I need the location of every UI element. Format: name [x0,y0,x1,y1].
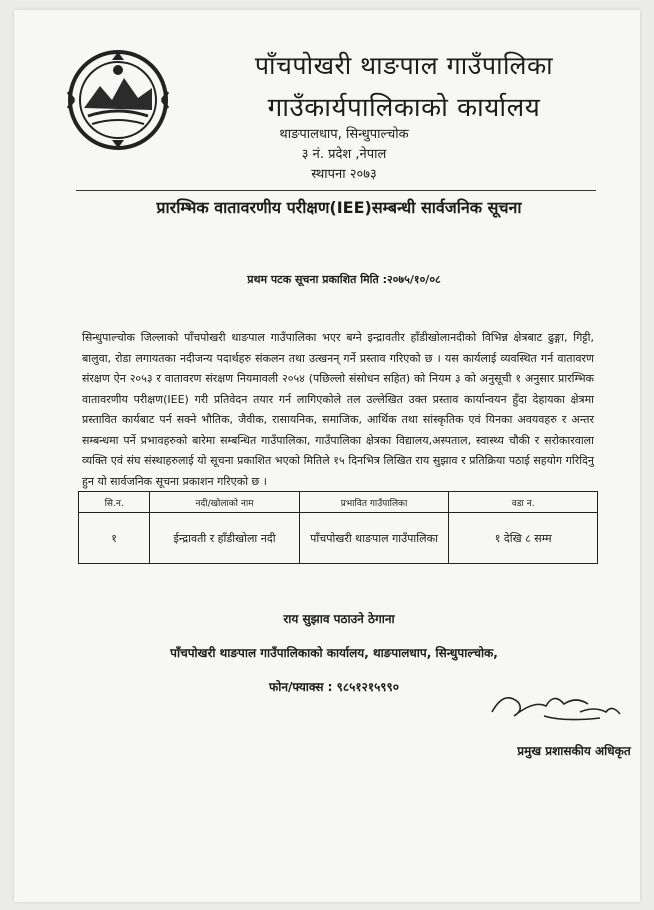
municipality-emblem-icon [66,48,170,152]
contact-office: पाँचपोखरी थाङपाल गाउँपालिकाको कार्यालय, थाङपालधाप, सिन्धुपाल्चोक, [170,646,498,660]
river-info-table [78,491,598,564]
notice-title: प्रारम्भिक वातावरणीय परीक्षण(IEE)सम्बन्धी सार्वजनिक सूचना [156,198,522,217]
table-header-row [79,492,598,513]
contact-phone: फोन/फ्याक्स : ९८५१२१५९९० [268,680,400,694]
contact-heading: राय सुझाव पठाउने ठेगाना [283,612,395,626]
table-cell-serial: १ [79,513,150,564]
table-cell-ward: १ देखि ८ सम्म [449,513,598,564]
table-header-cell: प्रभावित गाउँपालिका [299,492,449,513]
notice-body: सिन्धुपाल्चोक जिल्लाको पाँचपोखरी थाङपाल गाउँपालिका भएर बग्ने इन्द्रावतीर हाँडीखोलानदीको विभिन्न क्षेत्रबाट ढुङ्गा, गिट्टी, बालुवा, रोडा लगायतका नदीजन्य पदार्थहरु संकलन तथा उत्खनन् गर्ने प्रस्ताव गरिएको छ । यस कार्यलाई व्यवस्थित गर्न वातावरण संरक्षण ऐन २०५३ र वातावरण संरक्षण नियमावली २०५४ (पछिल्लो संसोधन सहित) को नियम ३ को अनुसूची १ अनुसार प्रारम्भिक वातावरणीय परीक्षण(IEE) गरी प्रतिवेदन तयार गर्न लागिएकोले तल उल्लेखित उक्त प्रस्ताव कार्यान्वयन हुँदा देहायका क्षेत्रमा प्रस्तावित कार्यबाट पर्न सक्ने भौतिक, जैवीक, रासायनिक, समाजिक, आर्थिक तथा सांस्कृतिक एवं यिनका अवयवहरु र अन्तर सम्बन्धमा पर्ने प्रभावहरुको बारेमा सम्बन्धित गाउँपालिका, गाउँपालिका क्षेत्रका विद्यालय,अस्पताल, स्वास्थ्य चौकी र सरोकारवाला व्यक्ति एवं संघ संस्थाहरुलाई यो सूचना प्रकाशित भएको मितिले १५ दिनभित्र लिखित राय सुझाव र प्रतिक्रिया पठाई सहयोग गरिदिनु हुन यो सार्वजनिक सूचना प्रकाशन गरिएको छ । [82,331,594,488]
table-cell-river: ईन्द्रावती र हाँडीखोला नदी [150,513,299,564]
notice-page [14,10,640,902]
established-year: स्थापना २०७३ [311,167,377,182]
org-name-line2: गाउँकार्यपालिकाको कार्यालय [267,93,541,123]
table-header-cell: वडा न. [449,492,598,513]
signature-icon [484,682,634,732]
table-row [79,513,598,564]
address-line1: थाङपालधाप, सिन्धुपाल्चोक [279,127,409,142]
org-name-line1: पाँचपोखरी थाङपाल गाउँपालिका [254,51,554,80]
header-divider [76,190,596,191]
signatory-title: प्रमुख प्रशासकीय अधिकृत [517,744,631,758]
table-cell-municipality: पाँचपोखरी थाङपाल गाउँपालिका [299,513,449,564]
first-publication-date: प्रथम पटक सूचना प्रकाशित मिति :२०७५/१०/०८ [247,273,441,286]
table-header-cell: नदी/खोलाको नाम [150,492,299,513]
address-line2: ३ नं. प्रदेश ,नेपाल [301,147,387,162]
table-header-cell: सि.न. [79,492,150,513]
